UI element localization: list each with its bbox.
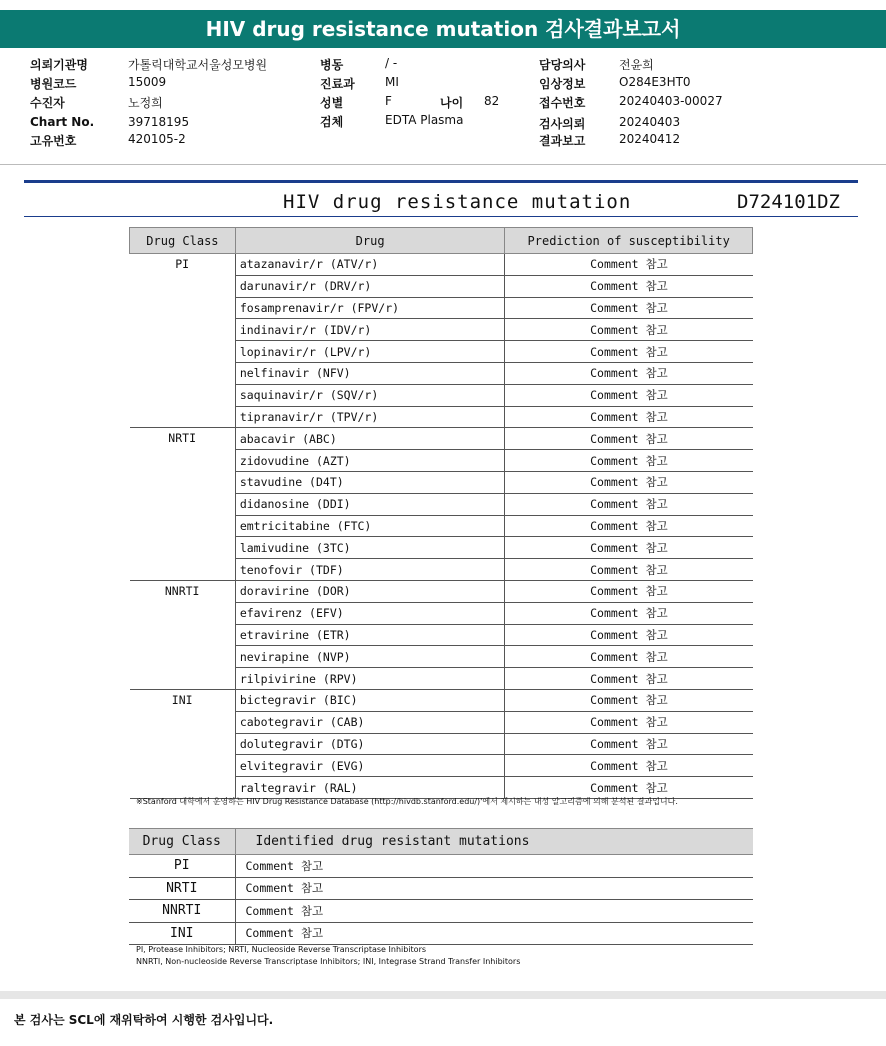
drug-class-cell: NNRTI: [129, 900, 235, 923]
table-row: [130, 254, 753, 276]
result-label: 결과보고: [539, 134, 586, 148]
sex-label: 성별: [320, 96, 344, 110]
drug-name-cell: lamivudine (3TC): [235, 537, 505, 559]
drug-name-cell: lopinavir/r (LPV/r): [235, 341, 505, 363]
table-row: [129, 922, 753, 945]
prediction-cell: Comment 참고: [505, 602, 753, 624]
hospital-code-label: 병원코드: [30, 77, 77, 91]
drug-name-cell: raltegravir (RAL): [235, 777, 505, 799]
col-drug-class-2: Drug Class: [129, 829, 235, 855]
unique-value: 420105-2: [128, 132, 186, 146]
abbr-line-2: NNRTI, Non-nucleoside Reverse Transcriptase Inhibitors; INI, Integrase Strand Transfer Inhibitors: [136, 957, 521, 966]
receipt-value: 20240403-00027: [619, 94, 723, 108]
col-drug-class: Drug Class: [130, 228, 236, 254]
col-mutations: Identified drug resistant mutations: [235, 829, 753, 855]
chart-value: 39718195: [128, 115, 190, 129]
drug-name-cell: atazanavir/r (ATV/r): [235, 254, 505, 276]
clinical-label: 임상정보: [539, 77, 586, 91]
prediction-cell: Comment 참고: [505, 254, 753, 276]
prediction-cell: Comment 참고: [505, 559, 753, 581]
sex-value: F: [385, 94, 392, 108]
prediction-cell: Comment 참고: [505, 297, 753, 319]
prediction-cell: Comment 참고: [505, 711, 753, 733]
prediction-cell: Comment 참고: [505, 646, 753, 668]
report-rule-thick: [24, 180, 858, 183]
drug-name-cell: nevirapine (NVP): [235, 646, 505, 668]
mutation-cell: Comment 참고: [235, 922, 753, 945]
request-label: 검사의뢰: [539, 117, 586, 131]
ward-value: / -: [385, 56, 398, 70]
drug-name-cell: stavudine (D4T): [235, 471, 505, 493]
prediction-cell: Comment 참고: [505, 733, 753, 755]
prediction-cell: Comment 참고: [505, 493, 753, 515]
drug-name-cell: tenofovir (TDF): [235, 559, 505, 581]
drug-name-cell: rilpivirine (RPV): [235, 668, 505, 690]
prediction-cell: Comment 참고: [505, 689, 753, 711]
prediction-cell: Comment 참고: [505, 668, 753, 690]
drug-name-cell: cabotegravir (CAB): [235, 711, 505, 733]
drug-name-cell: elvitegravir (EVG): [235, 755, 505, 777]
mutation-cell: Comment 참고: [235, 900, 753, 923]
prediction-cell: Comment 참고: [505, 275, 753, 297]
drug-name-cell: indinavir/r (IDV/r): [235, 319, 505, 341]
mutation-cell: Comment 참고: [235, 877, 753, 900]
chart-label: Chart No.: [30, 115, 95, 129]
report-title: HIV drug resistance mutation: [283, 191, 632, 213]
patient-value: 노정희: [128, 96, 163, 110]
clinical-value: O284E3HT0: [619, 75, 691, 89]
abbr-line-1: PI, Protease Inhibitors; NRTI, Nucleoside Reverse Transcriptase Inhibitors: [136, 945, 427, 954]
report-rule-thin: [24, 216, 858, 217]
prediction-cell: Comment 참고: [505, 471, 753, 493]
doctor-value: 전윤희: [619, 58, 654, 72]
drug-name-cell: dolutegravir (DTG): [235, 733, 505, 755]
prediction-cell: Comment 참고: [505, 384, 753, 406]
doctor-label: 담당의사: [539, 58, 586, 72]
prediction-cell: Comment 참고: [505, 362, 753, 384]
receipt-label: 접수번호: [539, 96, 586, 110]
drug-name-cell: saquinavir/r (SQV/r): [235, 384, 505, 406]
dept-label: 진료과: [320, 77, 355, 91]
prediction-cell: Comment 참고: [505, 450, 753, 472]
table-row: [130, 689, 753, 711]
table-row: [129, 877, 753, 900]
prediction-cell: Comment 참고: [505, 319, 753, 341]
prediction-cell: Comment 참고: [505, 777, 753, 799]
susceptibility-table: [129, 227, 753, 799]
drug-name-cell: tipranavir/r (TPV/r): [235, 406, 505, 428]
dept-value: MI: [385, 75, 399, 89]
col-drug: Drug: [235, 228, 505, 254]
drug-name-cell: fosamprenavir/r (FPV/r): [235, 297, 505, 319]
specimen-label: 검체: [320, 115, 344, 129]
drug-class-cell: PI: [129, 855, 235, 878]
unique-label: 고유번호: [30, 134, 77, 148]
result-value: 20240412: [619, 132, 681, 146]
prediction-cell: Comment 참고: [505, 580, 753, 602]
drug-name-cell: efavirenz (EFV): [235, 602, 505, 624]
table-row: [130, 580, 753, 602]
database-footnote: ※Stanford 대학에서 운영하는 HIV Drug Resistance Database (http://hivdb.stanford.edu/)'에서 제시하는 내성 알고리즘에 의해 분석된 결과입니다.: [136, 797, 678, 806]
ward-label: 병동: [320, 58, 344, 72]
drug-class-cell: PI: [130, 254, 236, 428]
scl-note: 본 검사는 SCL에 재위탁하여 시행한 검사입니다.: [14, 1013, 274, 1027]
table-row: [129, 900, 753, 923]
abbreviations: [136, 944, 520, 968]
drug-name-cell: nelfinavir (NFV): [235, 362, 505, 384]
drug-class-cell: INI: [129, 922, 235, 945]
drug-name-cell: doravirine (DOR): [235, 580, 505, 602]
specimen-value: EDTA Plasma: [385, 113, 464, 127]
request-value: 20240403: [619, 115, 681, 129]
drug-name-cell: darunavir/r (DRV/r): [235, 275, 505, 297]
drug-name-cell: emtricitabine (FTC): [235, 515, 505, 537]
drug-name-cell: zidovudine (AZT): [235, 450, 505, 472]
drug-name-cell: didanosine (DDI): [235, 493, 505, 515]
prediction-cell: Comment 참고: [505, 341, 753, 363]
bottom-band: [0, 991, 886, 999]
age-label: 나이: [440, 96, 464, 110]
drug-class-cell: NNRTI: [130, 580, 236, 689]
table-row: [129, 855, 753, 878]
prediction-cell: Comment 참고: [505, 537, 753, 559]
prediction-cell: Comment 참고: [505, 428, 753, 450]
age-value: 82: [484, 94, 500, 108]
table-row: [130, 428, 753, 450]
drug-name-cell: abacavir (ABC): [235, 428, 505, 450]
patient-label: 수진자: [30, 96, 65, 110]
prediction-cell: Comment 참고: [505, 624, 753, 646]
drug-name-cell: etravirine (ETR): [235, 624, 505, 646]
institution-value: 가톨릭대학교서울성모병원: [128, 58, 268, 72]
prediction-cell: Comment 참고: [505, 406, 753, 428]
drug-class-cell: NRTI: [130, 428, 236, 581]
hospital-code-value: 15009: [128, 75, 167, 89]
drug-name-cell: bictegravir (BIC): [235, 689, 505, 711]
report-code: D724101DZ: [737, 191, 840, 213]
drug-class-cell: INI: [130, 689, 236, 798]
institution-label: 의뢰기관명: [30, 58, 88, 72]
col-prediction: Prediction of susceptibility: [505, 228, 753, 254]
mutation-table: [129, 828, 753, 945]
section-divider: [0, 164, 886, 165]
drug-class-cell: NRTI: [129, 877, 235, 900]
report-header-title: HIV drug resistance mutation 검사결과보고서: [0, 10, 886, 48]
prediction-cell: Comment 참고: [505, 755, 753, 777]
mutation-cell: Comment 참고: [235, 855, 753, 878]
prediction-cell: Comment 참고: [505, 515, 753, 537]
